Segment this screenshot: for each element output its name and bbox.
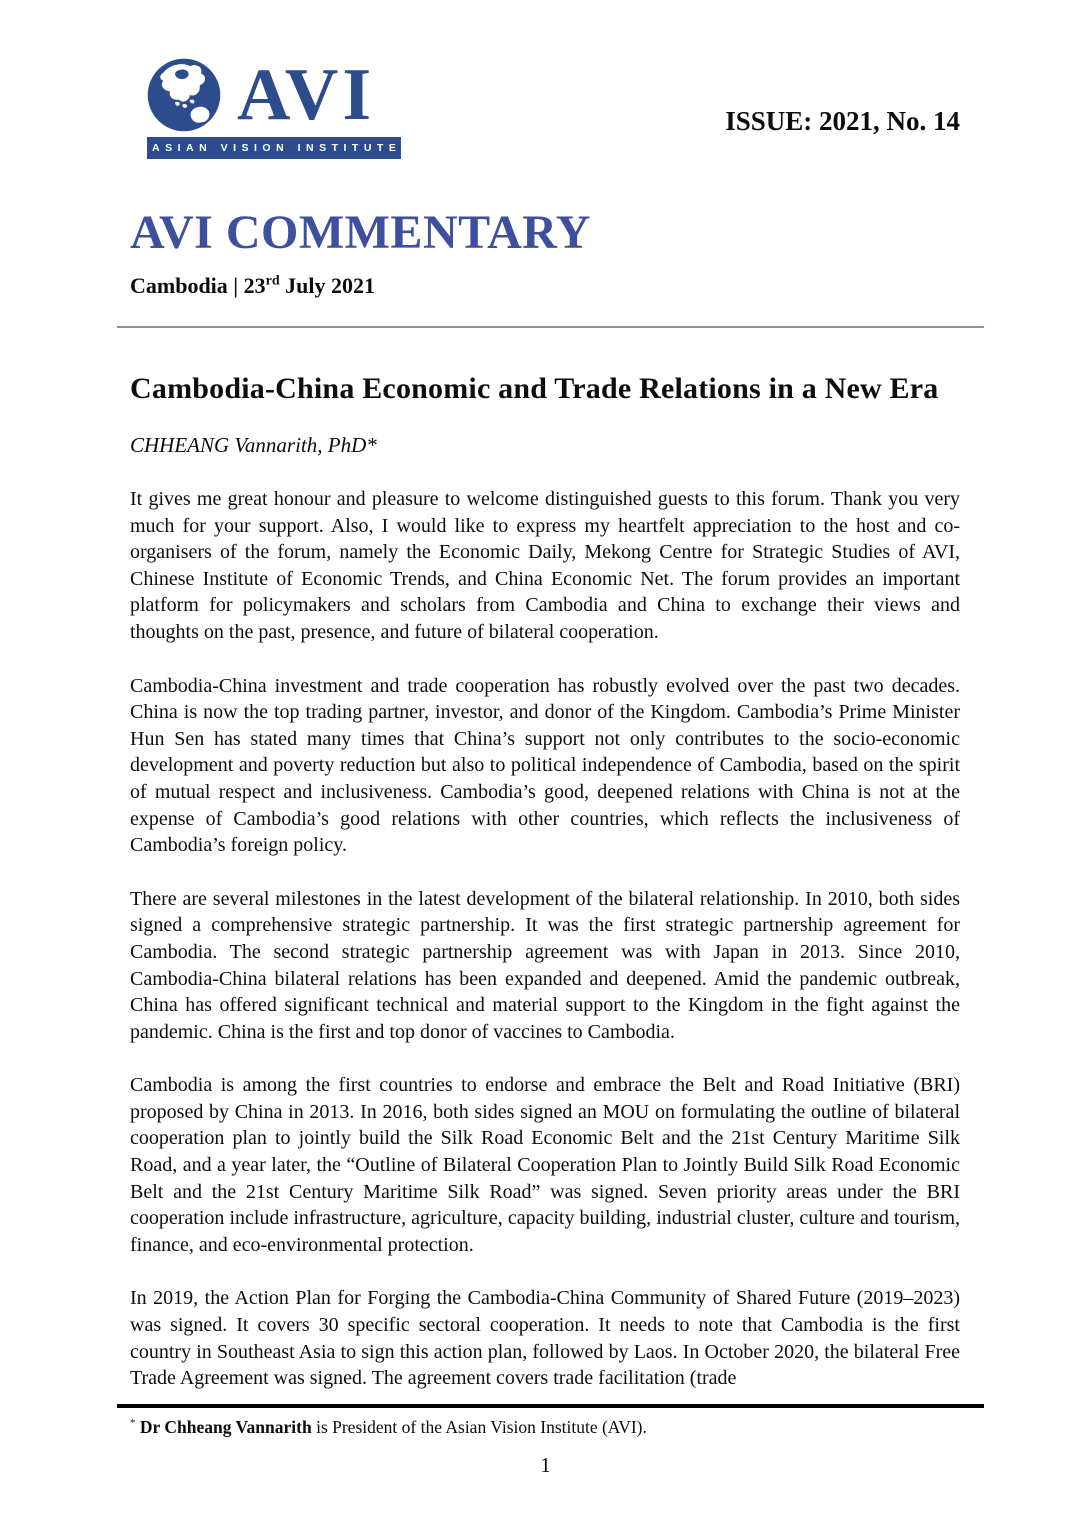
issue-label: ISSUE: 2021, No. 14 <box>725 106 960 136</box>
page-number: 1 <box>540 1453 551 1477</box>
paragraph-4: Cambodia is among the first countries to endorse and embrace the Belt and Road Initiative (BRI) proposed by China in 2013. In 2016, both sides signed an MOU on formulating the outline of bilateral cooperation plan to jointly build the Silk Road Economic Belt and the 21st Century Maritime Silk Road, and a year later, the “Outline of Bilateral Cooperation Plan to Jointly Build Silk Road Economic Belt and the 21st Century Maritime Silk Road” was signed. Seven priority areas under the BRI cooperation include infrastructure, agriculture, capacity building, industrial cluster, culture and tourism, finance, and eco-environmental protection. <box>130 1074 960 1256</box>
avi-logo-row <box>147 54 401 136</box>
page-header <box>130 54 960 159</box>
article-body <box>130 486 960 1392</box>
globe-asia-icon <box>147 58 221 132</box>
paragraph-1: It gives me great honour and pleasure to welcome distinguished guests to this forum. Thank you very much for your support. Also, I would like to express my heartfelt appreciation to the host and co-organisers of the forum, namely the Economic Daily, Mekong Centre for Strategic Studies of AVI, Chinese Institute of Economic Trends, and China Economic Net. The forum provides an important platform for policymakers and scholars from Cambodia and China to exchange their views and thoughts on the past, presence, and future of bilateral cooperation. <box>130 488 960 643</box>
header-divider <box>117 326 984 328</box>
paragraph-5: In 2019, the Action Plan for Forging the Cambodia-China Community of Shared Future (2019–2023) was signed. It covers 30 specific sectoral cooperation. It needs to note that Cambodia is the first country in Southeast Asia to sign this action plan, followed by Laos. In October 2020, the bilateral Free Trade Agreement was signed. The agreement covers trade facilitation (trade <box>130 1287 960 1390</box>
avi-logo-subtitle: ASIAN VISION INSTITUTE <box>147 137 401 159</box>
dateline-ordinal: rd <box>265 273 280 289</box>
footnote-marker: * <box>130 1416 136 1429</box>
footnote-divider <box>117 1404 984 1408</box>
footnote <box>130 1417 960 1438</box>
article-title: Cambodia-China Economic and Trade Relations in a New Era <box>130 372 939 405</box>
dateline <box>130 273 960 299</box>
author-byline: CHHEANG Vannarith, PhD* <box>130 433 377 457</box>
footnote-author-name: Dr Chheang Vannarith <box>139 1416 312 1437</box>
dateline-suffix: July 2021 <box>279 273 376 298</box>
dateline-prefix: Cambodia | 23 <box>130 273 266 298</box>
masthead-title: AVI COMMENTARY <box>130 206 591 259</box>
paragraph-2: Cambodia-China investment and trade cooperation has robustly evolved over the past two decades. China is now the top trading partner, investor, and donor of the Kingdom. Cambodia’s Prime Minister Hun Sen has stated many times that China’s support not only contributes to the socio-economic development and poverty reduction but also to political independence of Cambodia, based on the spirit of mutual respect and inclusiveness. Cambodia’s good, deepened relations with China is not at the expense of Cambodia’s good relations with other countries, which reflects the inclusiveness of Cambodia’s foreign policy. <box>130 674 960 857</box>
paragraph-3: There are several milestones in the latest development of the bilateral relationship. In 2010, both sides signed a comprehensive strategic partnership. It was the first strategic partnership agreement for Cambodia. The second strategic partnership agreement was with Japan in 2013. Since 2010, Cambodia-China bilateral relations has been expanded and deepened. Amid the pandemic outbreak, China has offered significant technical and material support to the Kingdom in the fight against the pandemic. China is the first and top donor of vaccines to Cambodia. <box>130 887 960 1043</box>
avi-logo <box>147 54 402 159</box>
footnote-text: is President of the Asian Vision Institute (AVI). <box>311 1416 647 1437</box>
avi-logo-text: AVI <box>237 54 376 136</box>
